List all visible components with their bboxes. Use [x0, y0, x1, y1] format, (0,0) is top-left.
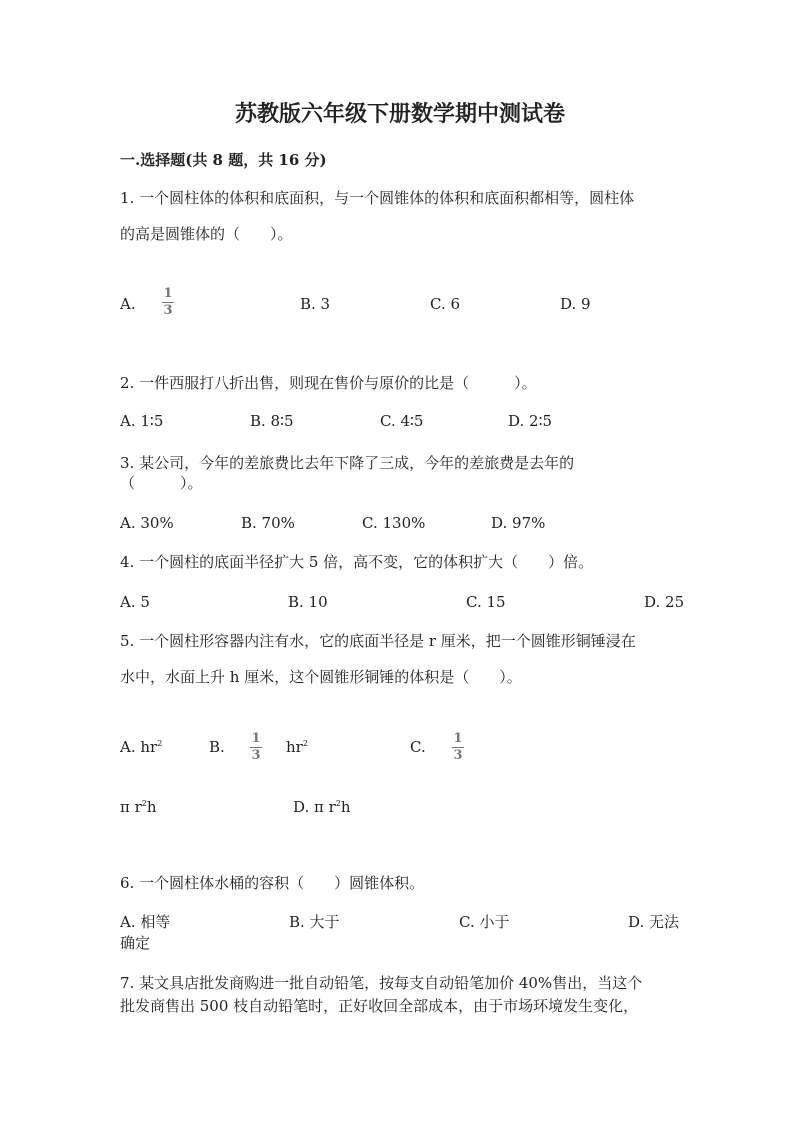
fraction-denominator: 3 — [163, 303, 173, 318]
option-5b-fraction — [249, 732, 263, 763]
option-5b-tail — [286, 737, 308, 757]
option-5c-cont — [120, 797, 157, 817]
question-5-text-cont: 水中，水面上升 h 厘米，这个圆锥形铜锤的体积是（ ）。 — [120, 668, 522, 686]
option-4c: C. 15 — [466, 593, 506, 611]
question-3-text-cont: （ ）。 — [120, 474, 203, 492]
option-3b: B. 70% — [241, 514, 295, 532]
section-heading: 一.选择题(共 8 题，共 16 分) — [120, 151, 327, 169]
option-6b: B. 大于 — [289, 913, 340, 931]
option-4d: D. 25 — [644, 593, 685, 611]
fraction-denominator: 3 — [251, 748, 261, 763]
option-5d — [293, 797, 351, 817]
option-5c-tail: h — [146, 798, 157, 816]
option-5d-exponent: 2 — [335, 799, 341, 808]
option-2c: C. 4∶5 — [380, 412, 424, 430]
fraction-numerator: 1 — [163, 286, 173, 301]
option-5c-text: π r — [120, 798, 142, 816]
option-6d: D. 无法 — [628, 913, 680, 931]
option-1b: B. 3 — [300, 295, 331, 313]
fraction-numerator: 1 — [453, 731, 463, 746]
option-5a-exponent: 2 — [157, 739, 163, 748]
question-4-text: 4. 一个圆柱的底面半径扩大 5 倍，高不变，它的体积扩大（ ）倍。 — [120, 553, 594, 571]
option-6a: A. 相等 — [120, 913, 171, 931]
option-3c: C. 130% — [362, 514, 426, 532]
option-1d: D. 9 — [560, 295, 591, 313]
question-6-text: 6. 一个圆柱体水桶的容积（ ）圆锥体积。 — [120, 874, 425, 892]
option-5b-label: B. — [209, 738, 225, 756]
fraction-numerator: 1 — [251, 731, 261, 746]
page-title: 苏教版六年级下册数学期中测试卷 — [234, 101, 565, 127]
question-7-text: 7. 某文具店批发商购进一批自动铅笔，按每支自动铅笔加价 40%售出，当这个 — [120, 974, 643, 992]
option-5a-text: A. hr — [120, 738, 158, 756]
option-4a: A. 5 — [120, 593, 150, 611]
option-3a: A. 30% — [120, 514, 174, 532]
option-2d: D. 2∶5 — [508, 412, 553, 430]
option-1a-label: A. — [120, 295, 136, 313]
option-6c: C. 小于 — [459, 913, 510, 931]
option-5c-exponent: 2 — [141, 799, 147, 808]
option-5d-text: D. π r — [293, 798, 336, 816]
option-1c: C. 6 — [430, 295, 461, 313]
question-1-text-cont: 的高是圆锥体的（ ）。 — [120, 225, 293, 243]
option-3d: D. 97% — [491, 514, 546, 532]
fraction-denominator: 3 — [453, 748, 463, 763]
option-5b-exponent: 2 — [302, 739, 308, 748]
option-5c-fraction — [451, 732, 465, 763]
option-5a — [120, 737, 162, 757]
option-2b: B. 8∶5 — [250, 412, 294, 430]
question-2-text: 2. 一件西服打八折出售，则现在售价与原价的比是（ ）。 — [120, 374, 537, 392]
option-5c-label: C. — [410, 738, 426, 756]
question-5-text: 5. 一个圆柱形容器内注有水，它的底面半径是 r 厘米，把一个圆锥形铜锤浸在 — [120, 632, 636, 650]
question-3-text: 3. 某公司，今年的差旅费比去年下降了三成，今年的差旅费是去年的 — [120, 454, 575, 472]
option-4b: B. 10 — [288, 593, 328, 611]
option-5d-tail: h — [340, 798, 351, 816]
option-5b-text: hr — [286, 738, 303, 756]
option-6d-cont: 确定 — [120, 934, 151, 952]
question-7-text-cont: 批发商售出 500 枝自动铅笔时，正好收回全部成本，由于市场环境发生变化， — [120, 997, 639, 1015]
option-2a: A. 1∶5 — [120, 412, 164, 430]
option-1a-fraction — [161, 287, 175, 318]
question-1-text: 1. 一个圆柱体的体积和底面积，与一个圆锥体的体积和底面积都相等，圆柱体 — [120, 189, 635, 207]
